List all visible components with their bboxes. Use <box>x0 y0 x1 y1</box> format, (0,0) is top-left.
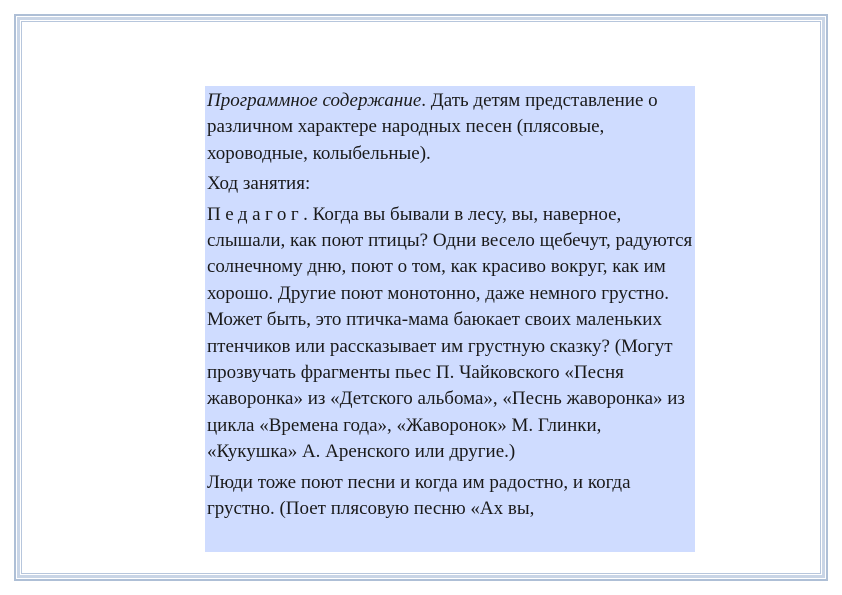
program-content-paragraph <box>207 88 695 167</box>
program-content-label: Программное содержание <box>207 90 422 111</box>
people-sing-paragraph: Люди тоже поют песни и когда им радостно, и когда грустно. (Поет плясовую песню «Ах вы, <box>207 471 631 520</box>
slide-text-box <box>205 86 695 552</box>
teacher-speech-text: . Когда вы бывали в лесу, вы, наверное, слышали, как поют птицы? Одни весело щебечут, радуются солнечному дню, поют о том, как красиво вокруг, как им хорошо. Другие поют монотонно, даже немного грустно. Может быть, это птичка-мама баюкает своих маленьких птенчиков или рассказывает им грустную сказку? (Могут прозвучать фрагменты пьес П. Чайковского «Песня жаворонка» из «Детского альбома», «Песнь жаворонка» из цикла «Времена года», «Жаворонок» М. Глинки, «Кукушка» А. Аренского или другие.) <box>207 203 693 463</box>
teacher-speech-paragraph <box>207 202 695 466</box>
lesson-course-heading: Ход занятия: <box>207 173 311 195</box>
program-content-text: . Дать детям представление о различном характере народных песен (плясовые, хороводные, колыбельные). <box>207 90 658 164</box>
teacher-speaker-label: Педагог <box>207 203 304 225</box>
